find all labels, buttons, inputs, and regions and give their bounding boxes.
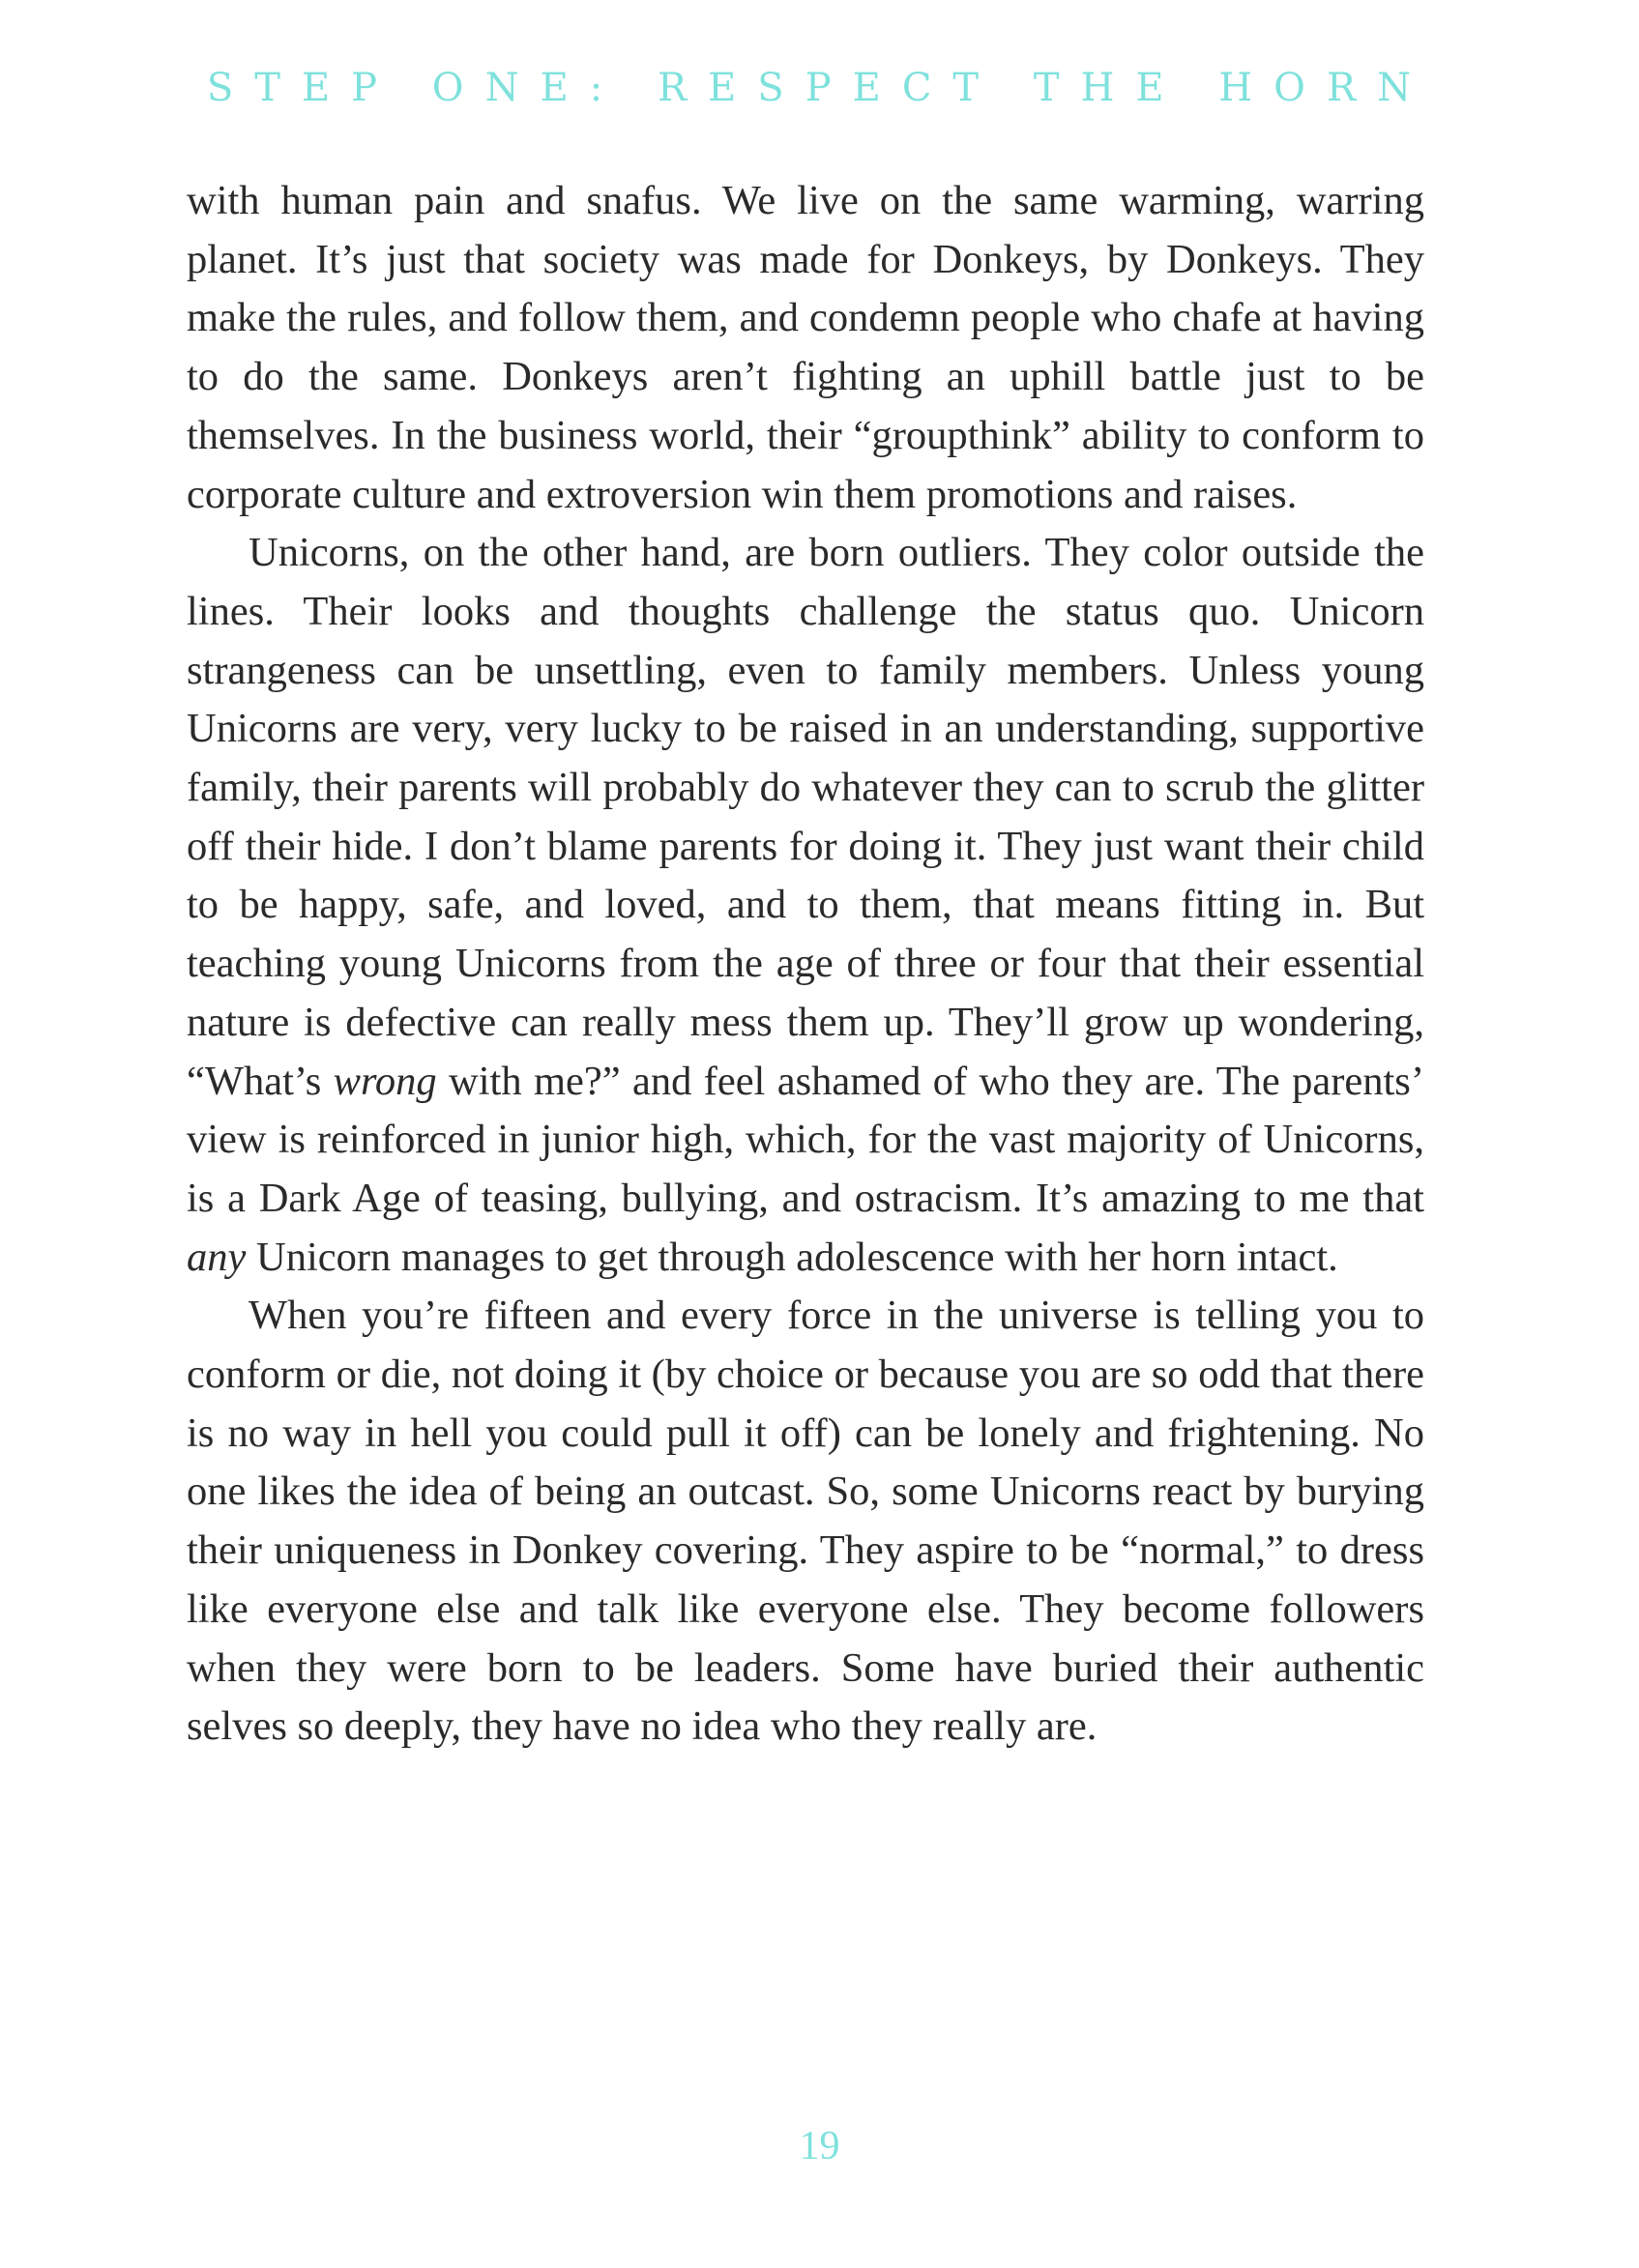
page-number: 19	[799, 2124, 840, 2168]
paragraph-2-part-c: Unicorn manages to get through adolescence with her horn intact.	[256, 1234, 1338, 1280]
paragraph-3: When you’re fifteen and every force in the universe is telling you to conform or die, not doing it (by choice or because you are so odd that there is no way in hell you could pull it off) can be lonely and frightening. No one likes the idea of being an outcast. So, some Unicorns react by burying their uniqueness in Donkey covering. They aspire to be “normal,” to dress like everyone else and talk like everyone else. They become followers when they were born to be leaders. Some have buried their authentic selves so deeply, they have no idea who they really are.	[187, 1293, 1424, 1750]
running-head: STEP ONE: RESPECT THE HORN	[206, 66, 1433, 110]
emphasis-wrong: wrong	[333, 1058, 437, 1104]
paragraph-2-part-b: with me?” and feel ashamed of who they are. The parents’ view is reinforced in junior high, which, for the vast majority of Unicorns, is a Dark Age of teasing, bullying, and ostracism. It’s amazing to me that	[187, 1058, 1425, 1221]
paragraph-1: with human pain and snafus. We live on the same warming, warring planet. It’s just that society was made for Donkeys, by Donkeys. They make the rules, and follow them, and condemn people who chafe at having to do the same. Donkeys aren’t fighting an uphill battle just to be themselves. In the business world, their “groupthink” ability to conform to corporate culture and extroversion win them promotions and raises.	[187, 178, 1424, 517]
emphasis-any: any	[187, 1234, 247, 1280]
paragraph-2-part-a: Unicorns, on the other hand, are born outliers. They color outside the lines. Their looks and thoughts challenge the status quo. Unicorn strangeness can be unsettling, even to family members. Unless young Unicorns are very, very lucky to be raised in an understanding, supportive family, their parents will probably do whatever they can to scrub the glitter off their hide. I don’t blame parents for doing it. They just want their child to be happy, safe, and loved, and to them, that means fitting in. But teaching young Unicorns from the age of three or four that their essential nature is defective can really mess them up. They’ll grow up wondering, “What’s	[187, 530, 1424, 1104]
body-text	[187, 172, 1424, 1757]
paragraph-2	[187, 524, 1424, 1287]
